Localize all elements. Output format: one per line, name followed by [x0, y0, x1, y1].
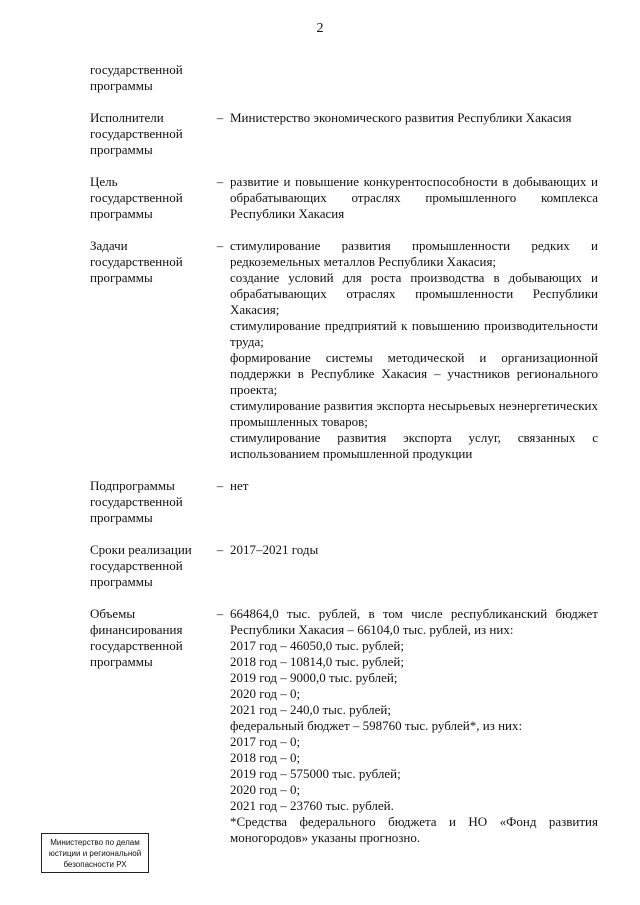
row-label [90, 542, 210, 590]
row-dash: – [216, 238, 224, 253]
row-label-line: Подпрограммы [90, 478, 175, 493]
row-label-line: Исполнители [90, 110, 164, 125]
row-dash: – [216, 110, 224, 125]
row-content-paragraph: развитие и повышение конкурентоспособности в добывающих и обрабатывающих отраслях промышленного комплекса Республики Хакасия [230, 174, 598, 221]
row-label [90, 174, 210, 222]
row-content-paragraph: стимулирование развития промышленности редких и редкоземельных металлов Республики Хакасия; [230, 238, 598, 269]
row-content [230, 110, 598, 158]
row-content-paragraph: 2020 год – 0; [230, 686, 301, 701]
row-content-paragraph: 2019 год – 9000,0 тыс. рублей; [230, 670, 398, 685]
row-content-paragraph: 2019 год – 575000 тыс. рублей; [230, 766, 401, 781]
passport-row [90, 110, 598, 158]
row-label-line: государственной [90, 254, 183, 269]
row-content-paragraph: 664864,0 тыс. рублей, в том числе республиканский бюджет Республики Хакасия – 66104,0 тыс. рублей, из них: [230, 606, 598, 637]
passport-row [90, 62, 598, 94]
row-label-line: программы [90, 510, 153, 525]
row-dash: – [216, 606, 224, 621]
row-label-line: государственной [90, 190, 183, 205]
row-content [230, 542, 598, 590]
row-content-paragraph: федеральный бюджет – 598760 тыс. рублей*, из них: [230, 718, 523, 733]
row-label-line: Объемы [90, 606, 136, 621]
row-label-line: программы [90, 142, 153, 157]
row-label-line: программы [90, 270, 153, 285]
row-label-line: финансирования [90, 622, 183, 637]
row-label-line: государственной [90, 558, 183, 573]
row-content-paragraph: стимулирование предприятий к повышению производительности труда; [230, 318, 598, 349]
row-content-paragraph: 2017–2021 годы [230, 542, 319, 557]
stamp-line: безопасности РХ [63, 860, 127, 869]
row-dash [210, 62, 230, 94]
row-content-paragraph: стимулирование развития экспорта услуг, связанных с использованием промышленной продукции [230, 430, 598, 461]
row-label-line: государственной [90, 126, 183, 141]
row-content [230, 478, 598, 526]
row-label-line: Задачи [90, 238, 128, 253]
row-label-line: программы [90, 654, 153, 669]
row-content [230, 606, 598, 846]
row-label-line: Сроки реализации [90, 542, 192, 557]
row-content-paragraph: 2017 год – 0; [230, 734, 301, 749]
stamp-line: юстиции и региональной [48, 849, 142, 858]
row-dash: – [216, 478, 224, 493]
row-label [90, 110, 210, 158]
row-content-paragraph: Министерство экономического развития Республики Хакасия [230, 110, 572, 125]
row-label [90, 478, 210, 526]
passport-row [90, 606, 598, 846]
row-label-line: программы [90, 206, 153, 221]
registration-stamp [41, 833, 149, 873]
row-label [90, 238, 210, 462]
row-content-paragraph: формирование системы методической и организационной поддержки в Республике Хакасия – участников регионального проекта; [230, 350, 598, 397]
row-label-line: государственной [90, 62, 183, 77]
passport-row [90, 238, 598, 462]
row-content-paragraph: создание условий для роста производства в добывающих и обрабатывающих отраслях промышленности Республики Хакасия; [230, 270, 598, 317]
row-content-paragraph: 2021 год – 23760 тыс. рублей. [230, 798, 394, 813]
row-content-paragraph: 2018 год – 10814,0 тыс. рублей; [230, 654, 404, 669]
row-label-line: программы [90, 574, 153, 589]
row-content [230, 238, 598, 462]
row-content-paragraph: нет [230, 478, 249, 493]
row-content [230, 62, 598, 94]
row-content-paragraph: стимулирование развития экспорта несырьевых неэнергетических промышленных товаров; [230, 398, 598, 429]
row-label-line: Цель [90, 174, 118, 189]
program-passport-table [90, 62, 598, 862]
row-content-paragraph: 2021 год – 240,0 тыс. рублей; [230, 702, 391, 717]
row-label-line: государственной [90, 638, 183, 653]
row-label [90, 62, 210, 94]
row-content [230, 174, 598, 222]
row-label [90, 606, 210, 846]
row-content-paragraph: 2018 год – 0; [230, 750, 301, 765]
passport-row [90, 478, 598, 526]
passport-row [90, 542, 598, 590]
row-dash: – [216, 542, 224, 557]
stamp-line: Министерство по делам [50, 838, 140, 847]
row-content-paragraph: 2017 год – 46050,0 тыс. рублей; [230, 638, 404, 653]
row-content-paragraph: 2020 год – 0; [230, 782, 301, 797]
page-number: 2 [316, 21, 324, 36]
passport-row [90, 174, 598, 222]
row-dash: – [216, 174, 224, 189]
row-content-paragraph: *Средства федерального бюджета и НО «Фонд развития моногородов» указаны прогнозно. [230, 814, 598, 845]
row-label-line: государственной [90, 494, 183, 509]
row-label-line: программы [90, 78, 153, 93]
